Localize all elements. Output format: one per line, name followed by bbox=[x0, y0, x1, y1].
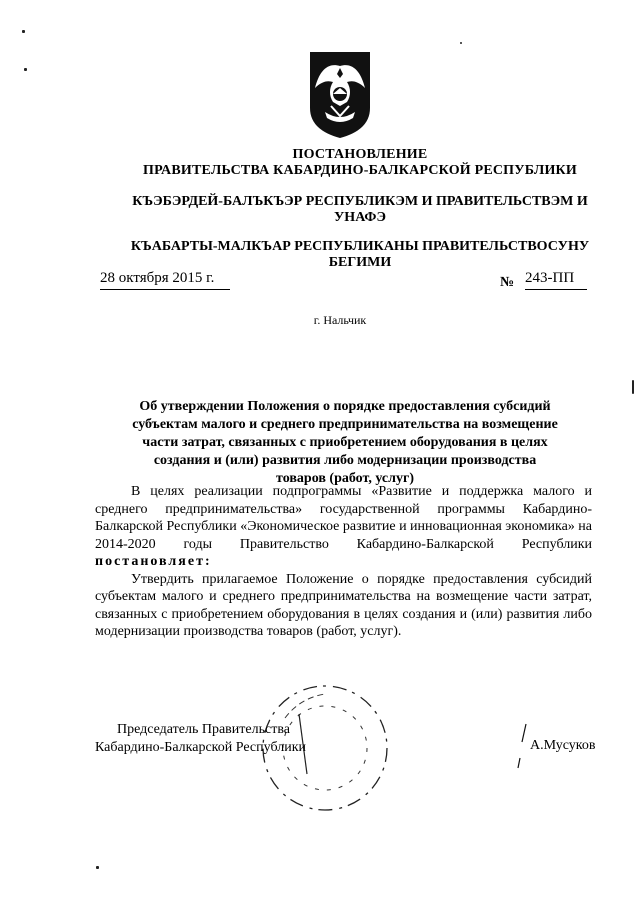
header-line: КЪЭБЭРДЕЙ-БАЛЪКЪЭР РЕСПУБЛИКЭМ И ПРАВИТЕЛЬСТВЭМ И bbox=[132, 194, 588, 209]
scan-speck bbox=[24, 68, 27, 71]
resolves-word: постановляет: bbox=[95, 554, 212, 569]
document-body bbox=[95, 483, 592, 641]
header-line: БЕГИМИ bbox=[328, 255, 392, 270]
body-paragraph: Утвердить прилагаемое Положение о порядке предоставления субсидий субъектам малого и среднего предпринимательства на возмещение части затрат, связанных с приобретением оборудования в целях создания и (или) развития либо модернизации производства товаров (работ, услуг). bbox=[95, 571, 592, 639]
signatory-position bbox=[95, 721, 306, 757]
title-line: субъектам малого и среднего предпринимательства на возмещение bbox=[132, 417, 558, 432]
body-paragraph bbox=[95, 483, 592, 571]
header-line: ПРАВИТЕЛЬСТВА КАБАРДИНО-БАЛКАРСКОЙ РЕСПУБЛИКИ bbox=[142, 163, 578, 178]
header-line: УНАФЭ bbox=[334, 210, 386, 225]
scan-speck bbox=[22, 30, 25, 33]
scan-speck bbox=[460, 42, 462, 44]
header-title bbox=[80, 147, 640, 179]
title-line: Об утверждении Положения о порядке предоставления субсидий bbox=[139, 399, 551, 414]
position-line: Председатель Правительства bbox=[117, 722, 290, 737]
header-line: ПОСТАНОВЛЕНИЕ bbox=[292, 147, 428, 162]
header-kabardian bbox=[80, 194, 640, 226]
header-balkar bbox=[80, 239, 640, 271]
signatory-name: А.Мусуков bbox=[530, 738, 596, 753]
position-line: Кабардино-Балкарской Республики bbox=[95, 740, 306, 755]
document-date: 28 октября 2015 г. bbox=[100, 270, 230, 290]
scan-speck bbox=[632, 380, 634, 394]
title-line: создания и (или) развития либо модернизации производства bbox=[153, 453, 537, 468]
header-line: КЪАБАРТЫ-МАЛКЪАР РЕСПУБЛИКАНЫ ПРАВИТЕЛЬСТВОСУНУ bbox=[130, 239, 590, 254]
number-label: № bbox=[500, 275, 515, 290]
coat-of-arms-icon bbox=[307, 48, 373, 140]
document-title bbox=[95, 398, 595, 488]
title-line: товаров (работ, услуг) bbox=[276, 471, 414, 486]
document-number: 243-ПП bbox=[525, 270, 587, 290]
title-line: части затрат, связанных с приобретением оборудования в целях bbox=[142, 435, 548, 450]
body-text: В целях реализации подпрограммы «Развитие и поддержка малого и среднего предпринимательства» государственной программы Кабардино-Балкарской Республики «Экономическое развитие и инновационная экономика» на 2014-2020 годы Правительство Кабардино-Балкарской Республики bbox=[95, 484, 592, 552]
scan-speck bbox=[96, 866, 99, 869]
city: г. Нальчик bbox=[313, 313, 367, 327]
